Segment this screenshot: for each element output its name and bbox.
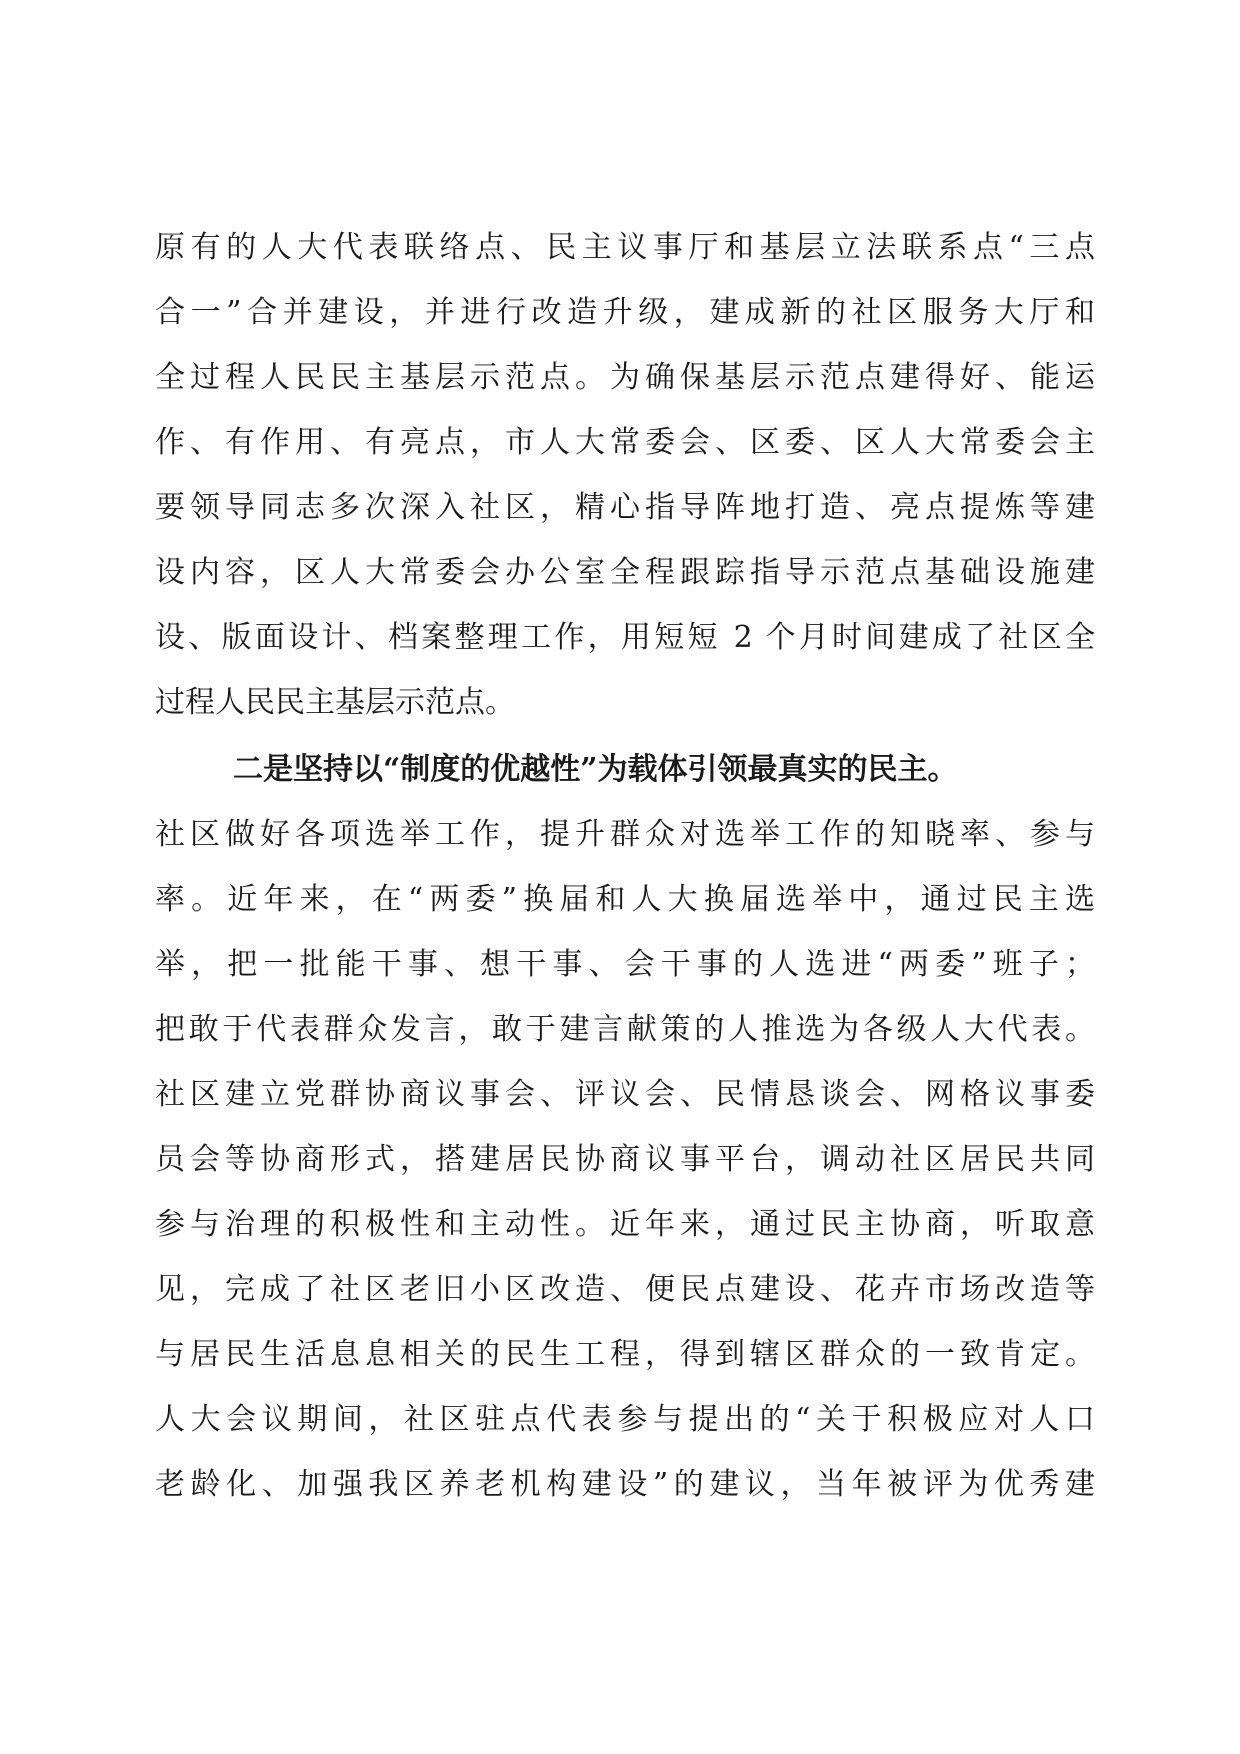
text-line: 与居民生活息息相关的民生工程，得到辖区群众的一致肯定。 bbox=[155, 1337, 1095, 1372]
text-line: 老龄化、加强我区养老机构建设”的建议，当年被评为优秀建 bbox=[155, 1467, 1095, 1502]
text-line: 把敢于代表群众发言，敢于建言献策的人推选为各级人大代表。 bbox=[155, 1012, 1095, 1047]
section-heading: 二是坚持以“制度的优越性”为载体引领最真实的民主。 bbox=[233, 752, 958, 787]
text-line: 社区做好各项选举工作，提升群众对选举工作的知晓率、参与 bbox=[155, 817, 1095, 852]
text-line: 社区建立党群协商议事会、评议会、民情恳谈会、网格议事委 bbox=[155, 1077, 1095, 1112]
text-line: 作、有作用、有亮点，市人大常委会、区委、区人大常委会主 bbox=[155, 425, 1095, 460]
text-line: 设、版面设计、档案整理工作，用短短 2 个月时间建成了社区全 bbox=[155, 620, 1095, 655]
text-line: 见，完成了社区老旧小区改造、便民点建设、花卉市场改造等 bbox=[155, 1272, 1095, 1307]
text-line: 员会等协商形式，搭建居民协商议事平台，调动社区居民共同 bbox=[155, 1142, 1095, 1177]
text-line: 设内容，区人大常委会办公室全程跟踪指导示范点基础设施建 bbox=[155, 555, 1095, 590]
text-line: 人大会议期间，社区驻点代表参与提出的“关于积极应对人口 bbox=[155, 1402, 1095, 1437]
text-line: 要领导同志多次深入社区，精心指导阵地打造、亮点提炼等建 bbox=[155, 490, 1095, 525]
text-line: 率。近年来，在“两委”换届和人大换届选举中，通过民主选 bbox=[155, 882, 1095, 917]
text-line: 原有的人大代表联络点、民主议事厅和基层立法联系点“三点 bbox=[155, 230, 1095, 265]
text-line: 过程人民民主基层示范点。 bbox=[155, 685, 515, 720]
text-line: 合一”合并建设，并进行改造升级，建成新的社区服务大厅和 bbox=[155, 295, 1095, 330]
text-line: 举，把一批能干事、想干事、会干事的人选进“两委”班子； bbox=[155, 947, 1095, 982]
text-line: 参与治理的积极性和主动性。近年来，通过民主协商，听取意 bbox=[155, 1207, 1095, 1242]
text-line: 全过程人民民主基层示范点。为确保基层示范点建得好、能运 bbox=[155, 360, 1095, 395]
